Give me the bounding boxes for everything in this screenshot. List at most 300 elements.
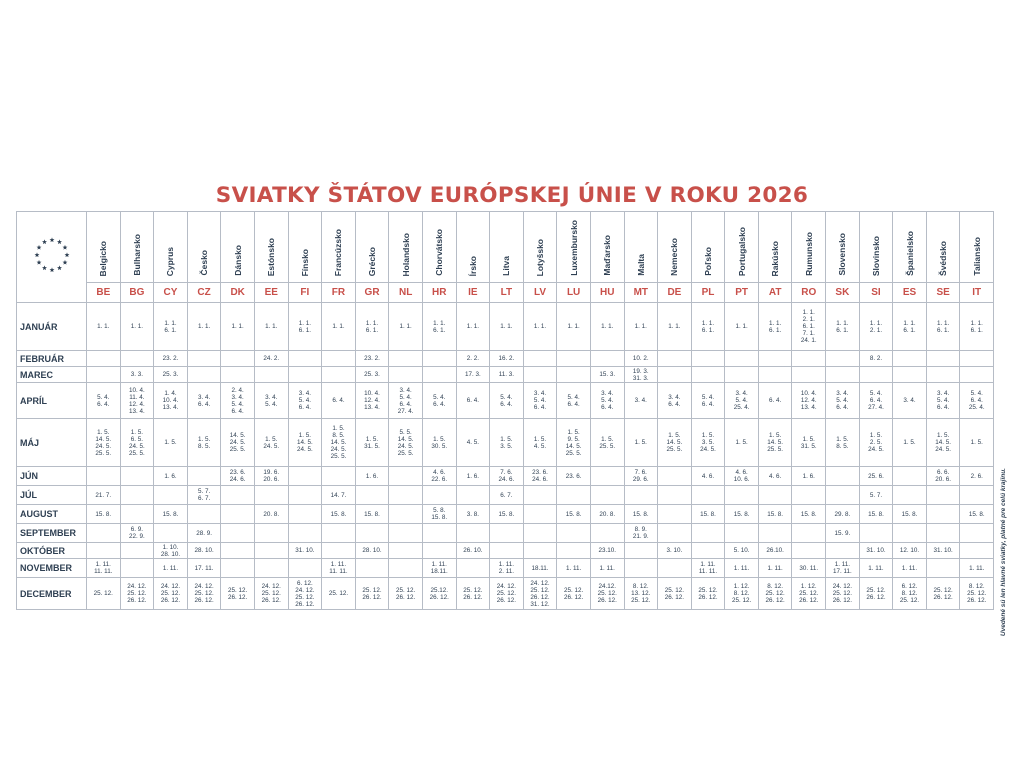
footnote: Uvedené sú len hlavné sviatky, platné pre celú krajinu. (1000, 468, 1007, 637)
holiday-date: 1. 1. (87, 303, 121, 351)
holiday-date: 25. 12. 26. 12. (926, 578, 960, 610)
holiday-date: 1. 1. 6. 1. (355, 303, 389, 351)
holiday-date: 24. 12. 25. 12. 26. 12. 31. 12. (523, 578, 557, 610)
holiday-date: 1. 1. (254, 303, 288, 351)
holiday-date: 6. 4. (758, 383, 792, 419)
star-icon (42, 239, 47, 244)
holiday-date: 15. 8. (490, 505, 524, 524)
country-code: AT (758, 283, 792, 303)
country-code: ES (893, 283, 927, 303)
holiday-date (926, 505, 960, 524)
holiday-date: 1. 5. 31. 5. (355, 419, 389, 467)
country-name-cell (355, 212, 389, 283)
holiday-date: 1. 1. (523, 303, 557, 351)
holiday-date (154, 486, 188, 505)
month-label: DECEMBER (17, 578, 87, 610)
holiday-date (826, 543, 860, 559)
country-code: MT (624, 283, 658, 303)
holiday-date: 24. 12. 25. 12. 26. 12. (254, 578, 288, 610)
holiday-date (221, 543, 255, 559)
holiday-date: 6. 12. 24. 12. 25. 12. 26. 12. (288, 578, 322, 610)
holiday-date (422, 367, 456, 383)
country-code: SE (926, 283, 960, 303)
country-code: CY (154, 283, 188, 303)
holiday-date: 6. 9. 22. 9. (120, 524, 154, 543)
country-code: LT (490, 283, 524, 303)
star-icon (49, 237, 54, 242)
holiday-date (926, 486, 960, 505)
holiday-date: 1. 6. (456, 467, 490, 486)
star-icon (36, 245, 41, 250)
holiday-date (389, 505, 423, 524)
holiday-date: 10. 4. 12. 4. 13. 4. (792, 383, 826, 419)
country-name: Grécko (367, 246, 378, 276)
holiday-date (926, 559, 960, 578)
holiday-date (523, 543, 557, 559)
holiday-date: 25. 12. 26. 12. (691, 578, 725, 610)
holiday-date: 24. 12. 25. 12. 26. 12. (826, 578, 860, 610)
holiday-date (523, 524, 557, 543)
holiday-date (859, 367, 893, 383)
holiday-date (893, 524, 927, 543)
holiday-date (960, 367, 994, 383)
holiday-date: 15. 8. (154, 505, 188, 524)
holiday-date: 4. 5. (456, 419, 490, 467)
holiday-date: 15. 8. (322, 505, 356, 524)
holiday-date: 15. 8. (355, 505, 389, 524)
holiday-date: 3. 4. 6. 4. (187, 383, 221, 419)
country-code: DK (221, 283, 255, 303)
holiday-date (322, 524, 356, 543)
holiday-date: 1. 5. 8. 5. (826, 419, 860, 467)
star-icon (49, 267, 54, 272)
holiday-date: 15. 8. (725, 505, 759, 524)
month-label: APRÍL (17, 383, 87, 419)
holiday-date: 1. 5. 8. 5. (187, 419, 221, 467)
holiday-date (221, 486, 255, 505)
country-name-cell (523, 212, 557, 283)
holiday-date: 25. 6. (859, 467, 893, 486)
holiday-date (422, 351, 456, 367)
holiday-date (590, 524, 624, 543)
star-icon (64, 252, 69, 257)
country-code: FR (322, 283, 356, 303)
country-code: GR (355, 283, 389, 303)
country-code: LV (523, 283, 557, 303)
holiday-date: 4. 6. 10. 6. (725, 467, 759, 486)
holiday-date: 4. 6. 22. 6. (422, 467, 456, 486)
holiday-date (826, 351, 860, 367)
holiday-date: 1. 1. (187, 303, 221, 351)
holiday-date (725, 524, 759, 543)
holiday-date (389, 367, 423, 383)
holiday-date: 5. 4. 6. 4. (691, 383, 725, 419)
holiday-date: 23. 2. (154, 351, 188, 367)
holiday-date (758, 367, 792, 383)
holiday-date (624, 559, 658, 578)
holiday-date (288, 367, 322, 383)
holiday-date (221, 524, 255, 543)
holiday-date: 3. 4. (893, 383, 927, 419)
holiday-date: 1. 1. 6. 1. (926, 303, 960, 351)
holiday-date: 15. 9. (826, 524, 860, 543)
holiday-date: 24. 12. 25. 12. 26. 12. (120, 578, 154, 610)
holiday-date: 24. 12. 25. 12. 26. 12. (187, 578, 221, 610)
holiday-date (523, 505, 557, 524)
holiday-date: 1. 11. (758, 559, 792, 578)
holiday-date: 4. 6. (691, 467, 725, 486)
country-name: Maďarsko (602, 235, 613, 276)
holiday-date: 1. 1. 6. 1. (154, 303, 188, 351)
month-label: OKTÓBER (17, 543, 87, 559)
holiday-date (389, 351, 423, 367)
holiday-date: 1. 1. (221, 303, 255, 351)
country-name-cell (926, 212, 960, 283)
holiday-date (926, 524, 960, 543)
month-row (17, 486, 994, 505)
country-name: Malta (635, 254, 646, 276)
country-name: Cyprus (165, 246, 176, 276)
holiday-date: 15. 8. (624, 505, 658, 524)
holiday-date: 5. 4. 6. 4. (422, 383, 456, 419)
country-code: BE (87, 283, 121, 303)
month-row (17, 419, 994, 467)
holiday-date: 24. 12. 25. 12. 26. 12. (490, 578, 524, 610)
holiday-date (658, 467, 692, 486)
holiday-date: 5. 7. 6. 7. (187, 486, 221, 505)
holiday-date: 28. 10. (187, 543, 221, 559)
country-name: Švédsko (938, 241, 949, 276)
holiday-date: 1. 1. 6. 1. (422, 303, 456, 351)
holiday-date (87, 543, 121, 559)
country-name-cell (490, 212, 524, 283)
month-row (17, 505, 994, 524)
holiday-date: 23.10. (590, 543, 624, 559)
country-code: HU (590, 283, 624, 303)
country-name-cell (154, 212, 188, 283)
holiday-date (658, 505, 692, 524)
holiday-date: 25.12. 26. 12. (422, 578, 456, 610)
country-name-cell (725, 212, 759, 283)
holiday-date: 31. 10. (288, 543, 322, 559)
holiday-date: 5. 7. (859, 486, 893, 505)
holiday-date (288, 467, 322, 486)
holiday-date (792, 524, 826, 543)
star-icon (42, 265, 47, 270)
holiday-date: 7. 6. 24. 6. (490, 467, 524, 486)
country-name-cell (826, 212, 860, 283)
holiday-date (322, 543, 356, 559)
holiday-date: 1. 5. 9. 5. 14. 5. 25. 5. (557, 419, 591, 467)
holiday-date (254, 367, 288, 383)
holiday-date (960, 543, 994, 559)
holiday-date: 3. 4. 5. 4. 6. 4. (288, 383, 322, 419)
country-code: CZ (187, 283, 221, 303)
holiday-date: 1. 5. (624, 419, 658, 467)
country-name-cell (624, 212, 658, 283)
holiday-date: 15. 8. (792, 505, 826, 524)
holiday-date: 1. 5. 14. 5. 24. 5. 25. 5. (87, 419, 121, 467)
country-code: DE (658, 283, 692, 303)
holiday-date (456, 559, 490, 578)
holiday-date: 2. 4. 3. 4. 5. 4. 6. 4. (221, 383, 255, 419)
holiday-date: 1. 1. 6. 1. (826, 303, 860, 351)
holiday-date (120, 505, 154, 524)
holiday-date: 15. 8. (859, 505, 893, 524)
holiday-date (389, 524, 423, 543)
holiday-date: 6. 7. (490, 486, 524, 505)
holiday-date: 24. 12. 25. 12. 26. 12. (154, 578, 188, 610)
holiday-date (826, 367, 860, 383)
holiday-date: 15. 8. (758, 505, 792, 524)
country-name: Litva (501, 256, 512, 276)
holiday-date: 1. 11. (859, 559, 893, 578)
holiday-date (691, 543, 725, 559)
holiday-date (187, 467, 221, 486)
holiday-date: 23. 2. (355, 351, 389, 367)
holiday-date (187, 367, 221, 383)
country-code: SI (859, 283, 893, 303)
holiday-date (322, 367, 356, 383)
holiday-date (960, 351, 994, 367)
country-name-cell (893, 212, 927, 283)
holiday-date: 1. 6. (355, 467, 389, 486)
holiday-date (960, 524, 994, 543)
holiday-date: 1. 5. 6. 5. 24. 5. 25. 5. (120, 419, 154, 467)
holiday-date: 1. 11. 18.11. (422, 559, 456, 578)
holiday-date: 6. 4. (322, 383, 356, 419)
holiday-date: 1. 11. 11. 11. (87, 559, 121, 578)
holiday-date: 1. 6. (792, 467, 826, 486)
holiday-date (120, 351, 154, 367)
country-name-cell (859, 212, 893, 283)
holiday-date: 14. 7. (322, 486, 356, 505)
holiday-date (960, 486, 994, 505)
country-code: NL (389, 283, 423, 303)
holiday-date (254, 524, 288, 543)
holiday-date (187, 505, 221, 524)
holiday-date: 25. 12. (87, 578, 121, 610)
holiday-date: 1. 1. 2. 1. 6. 1. 7. 1. 24. 1. (792, 303, 826, 351)
holiday-date: 1. 1. (456, 303, 490, 351)
country-name-cell (960, 212, 994, 283)
holiday-date (422, 486, 456, 505)
country-name: Česko (199, 250, 210, 276)
holiday-date: 1. 1. 6. 1. (691, 303, 725, 351)
country-name-cell (557, 212, 591, 283)
holiday-date (254, 486, 288, 505)
holiday-date: 28. 9. (187, 524, 221, 543)
holiday-date (893, 486, 927, 505)
holiday-date: 15. 8. (960, 505, 994, 524)
eu-stars-icon (31, 234, 73, 276)
holiday-date: 15. 8. (557, 505, 591, 524)
holiday-date: 1. 11. (725, 559, 759, 578)
holiday-date: 23. 6. (557, 467, 591, 486)
holiday-date: 25. 12. 26. 12. (859, 578, 893, 610)
holiday-date (389, 559, 423, 578)
country-name: Bulharsko (131, 234, 142, 276)
holiday-date: 1. 12. 25. 12. 26. 12. (792, 578, 826, 610)
holiday-date (893, 367, 927, 383)
holiday-date: 1. 5. 4. 5. (523, 419, 557, 467)
holiday-date (893, 351, 927, 367)
country-name: Belgicko (98, 240, 109, 276)
holiday-date (187, 351, 221, 367)
holiday-date (389, 467, 423, 486)
country-name-cell (322, 212, 356, 283)
holiday-date (355, 559, 389, 578)
holiday-date: 1. 1. (322, 303, 356, 351)
holiday-date: 3. 8. (456, 505, 490, 524)
country-name-cell (658, 212, 692, 283)
holiday-date (120, 543, 154, 559)
holiday-date (658, 559, 692, 578)
holiday-date: 1. 11. (154, 559, 188, 578)
holiday-date: 1. 1. 6. 1. (758, 303, 792, 351)
country-code-row (17, 283, 994, 303)
holiday-date (422, 524, 456, 543)
country-name: Írsko (467, 255, 478, 276)
country-name: Rakúsko (770, 240, 781, 276)
holiday-date (120, 467, 154, 486)
holiday-date: 1. 12. 8. 12. 25. 12. (725, 578, 759, 610)
holiday-date (523, 351, 557, 367)
month-label: JÚN (17, 467, 87, 486)
holiday-date: 1. 5. (893, 419, 927, 467)
country-name: Nemecko (669, 238, 680, 276)
holiday-date: 1. 4. 10. 4. 13. 4. (154, 383, 188, 419)
holiday-date: 3. 4. 5. 4. 6. 4. 27. 4. (389, 383, 423, 419)
month-label: MÁJ (17, 419, 87, 467)
country-code: RO (792, 283, 826, 303)
holiday-date: 5. 4. 6. 4. (490, 383, 524, 419)
country-name: Španielsko (904, 231, 915, 276)
holiday-date (557, 524, 591, 543)
holiday-date: 5. 10. (725, 543, 759, 559)
holiday-date (456, 524, 490, 543)
holiday-date (322, 351, 356, 367)
holiday-date (725, 486, 759, 505)
holiday-date: 21. 7. (87, 486, 121, 505)
holiday-date: 3. 4. (624, 383, 658, 419)
holiday-date (590, 486, 624, 505)
holiday-date (658, 486, 692, 505)
country-name-cell (254, 212, 288, 283)
holiday-date (691, 486, 725, 505)
holiday-date (792, 367, 826, 383)
holiday-date (87, 524, 121, 543)
star-icon (62, 245, 67, 250)
holiday-date: 10. 4. 12. 4. 13. 4. (355, 383, 389, 419)
holiday-date (87, 467, 121, 486)
holiday-date (288, 351, 322, 367)
holiday-date: 1. 1. (389, 303, 423, 351)
country-name: Rumunsko (803, 232, 814, 276)
country-code: LU (557, 283, 591, 303)
country-name: Estónsko (266, 237, 277, 276)
holiday-date: 1. 1. (725, 303, 759, 351)
holiday-date: 25. 12. 26. 12. (221, 578, 255, 610)
country-code: IT (960, 283, 994, 303)
country-code: FI (288, 283, 322, 303)
holiday-date (254, 559, 288, 578)
holiday-date: 1. 11. 17. 11. (826, 559, 860, 578)
month-row (17, 303, 994, 351)
country-name-cell (456, 212, 490, 283)
holiday-date: 20. 8. (590, 505, 624, 524)
holiday-date (355, 486, 389, 505)
month-row (17, 383, 994, 419)
holiday-date: 1. 1. 6. 1. (893, 303, 927, 351)
month-label: JÚL (17, 486, 87, 505)
holiday-date (758, 486, 792, 505)
country-name: Luxembursko (568, 220, 579, 276)
holiday-date (490, 543, 524, 559)
country-code: EE (254, 283, 288, 303)
holiday-date (926, 367, 960, 383)
holiday-date: 15. 8. (691, 505, 725, 524)
holiday-date (893, 467, 927, 486)
eu-flag-cell (17, 212, 87, 303)
holiday-date: 3. 10. (658, 543, 692, 559)
star-icon (62, 260, 67, 265)
month-row (17, 578, 994, 610)
holiday-date (624, 543, 658, 559)
page-title: SVIATKY ŠTÁTOV EURÓPSKEJ ÚNIE V ROKU 2026 (215, 183, 809, 208)
holiday-date (792, 351, 826, 367)
holiday-date (422, 543, 456, 559)
holiday-date (490, 524, 524, 543)
holiday-date: 19. 6. 20. 6. (254, 467, 288, 486)
country-name: Dánsko (232, 245, 243, 276)
holiday-date: 6. 12. 8. 12. 25. 12. (893, 578, 927, 610)
holiday-date: 3. 3. (120, 367, 154, 383)
holiday-date (87, 367, 121, 383)
country-code: PL (691, 283, 725, 303)
country-name-cell (187, 212, 221, 283)
holiday-date: 25. 12. 26. 12. (355, 578, 389, 610)
holiday-date: 1. 10. 28. 10. (154, 543, 188, 559)
holiday-date (859, 524, 893, 543)
holiday-date: 1. 11. (960, 559, 994, 578)
holiday-date: 5. 4. 6. 4. 25. 4. (960, 383, 994, 419)
holiday-date: 1. 5. 14. 5. 24. 5. (926, 419, 960, 467)
holiday-date: 3. 4. 6. 4. (658, 383, 692, 419)
holiday-date (691, 524, 725, 543)
holiday-date: 1. 1. (490, 303, 524, 351)
country-name: Portugalsko (736, 226, 747, 276)
holiday-date: 5. 5. 14. 5. 24. 5. 25. 5. (389, 419, 423, 467)
holiday-date: 25. 12. (322, 578, 356, 610)
holiday-date: 30. 11. (792, 559, 826, 578)
holiday-date: 3. 4. 5. 4. 6. 4. (926, 383, 960, 419)
holiday-date: 25. 3. (154, 367, 188, 383)
holiday-date: 1. 5. 14. 5. 25. 5. (758, 419, 792, 467)
month-label: JANUÁR (17, 303, 87, 351)
month-label: FEBRUÁR (17, 351, 87, 367)
holiday-date: 1. 1. (658, 303, 692, 351)
holiday-date: 1. 5. 3. 5. (490, 419, 524, 467)
country-code: PT (725, 283, 759, 303)
holiday-date: 8. 9. 21. 9. (624, 524, 658, 543)
holiday-date: 10. 4. 11. 4. 12. 4. 13. 4. (120, 383, 154, 419)
holiday-date (221, 559, 255, 578)
holiday-date (221, 367, 255, 383)
holiday-date (154, 524, 188, 543)
holiday-date: 3. 4. 5. 4. 25. 4. (725, 383, 759, 419)
country-name-cell (389, 212, 423, 283)
